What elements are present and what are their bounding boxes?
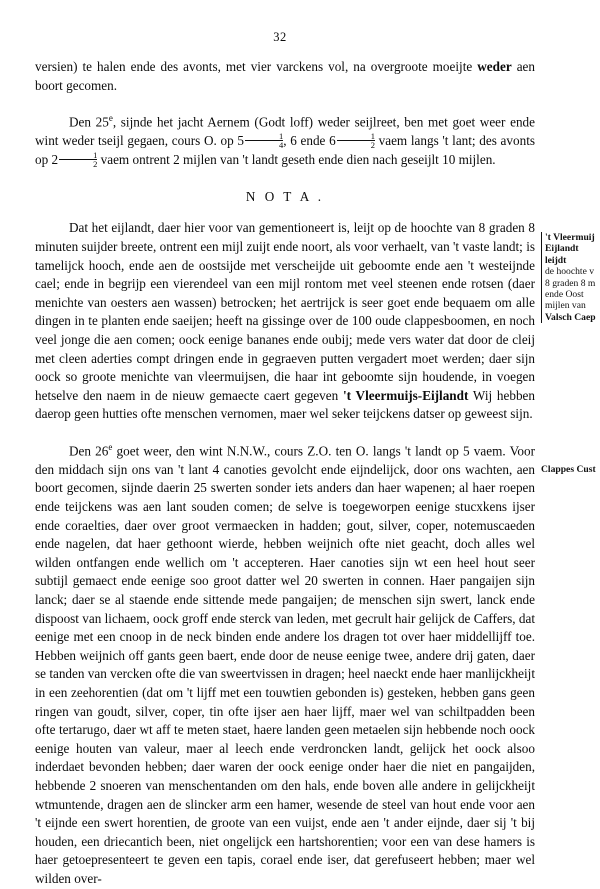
margin-note-line: Valsch Caep (545, 311, 596, 323)
margin-note-line: Eijlandt leijdt (545, 243, 579, 266)
fraction-one-half: $\frac{1}{2}$ (337, 132, 375, 149)
margin-note-line: 't Vleermuij (545, 232, 595, 243)
margin-note-line: mijlen van (545, 300, 586, 312)
page-number: 32 (273, 30, 287, 44)
margin-note-line: de hoochte v (545, 266, 595, 278)
body-text-column (35, 58, 535, 889)
emphasis-island-name: 't Vleermuijs-Eijlandt (342, 387, 469, 403)
paragraph-4: Den 26e goet weer, den wint N.N.W., cours Z.O. ten O. langs 't landt op 5 vaem. Voor den middach sijn ons van 't lant 4 canoties gevolcht ende eijndelijck, door ons wachten, aen boort gecomen, sijnde daerin 25 swerten sonder iets anders dan haer wapenen; al haer roepen ende teijckens was aen lant souden comen; de selve is toegeworpen eenige stucxkens ijser ende coraelties, daer over groot vermaecken in hadden; gout, silver, coper, notemuscaeden ende nagelen, dat haer gethoont wierde, hebben weijnich ofte niet geacht, doch alles wel wilden ontfangen ende wellich om 't accepteren. Haer canoties sijn wt een heel hout seer subtijl gemaect ende eenige soo groot datter wel 20 swerten in connen. Haer pangaijen sijn lanck; daer se al staende ende sittende mede pangaijen; de menschen sijn swert, lanck ende dispoost van lichaem, oock groff ende sterck van leden, met gecrult hair gelijck de Caffers, dat eenige met een cnoop in de neck binden ende andere los dragen tot over haer middellijff toe. Hebben weijnich off gants geen baert, ende door de neuse eenige twee, andere drij gaten, daer se tanden van vercken ofte die van sweertvissen in dragen; heel naeckt ende haer manlijckheijt in een zeehorentien (dat om 't lijff met een touwtien gebonden is) gesteken, hebben gans geen ringen van goudt, silver, coper, tin ofte ijser aen haer lijff, maer wel van schiltpadden been ofte tertarugo, daer wt aff te meten staet, haere landen geen metaelen sijn hebbende noch oock eenige houten van valeur, maer al leech ende verdroncken landt, gelijck het oock alsoo inderdaet bevonden hebben; daer waren der oock eenige onder haer die niet en pangaijden, hebbende 2 snoeren van menschentanden om den hals, ende boven alle andere in gelijckheijt wtmuntende, dragen aen de slincker arm een hamer, wesende de steel van hout ende voor aen 't eijnde een swert horentien, de groote van een vuijst, ende aen 't ander eijnde, daer sij 't bij houden, een driecantich been, niet ongelijck een hartshorentien; voor een van dese hamers is haer getoepresenteert te geven een tapis, corael ende iser, dat gerefuseert hebben; maer wel wilden over- (35, 441, 535, 886)
fraction-one-quarter: $\frac{1}{4}$ (245, 132, 283, 149)
margin-note-vleermuijs-eijlandt (541, 232, 600, 323)
superscript-e-2: e (108, 441, 113, 452)
margin-note-line: ende Oost (545, 289, 584, 301)
paragraph-3: Dat het eijlandt, daer hier voor van gementioneert is, leijt op de hoochte van 8 graden 8 minuten suijder breete, ontrent een mijl zuijt ende noort, als voor verhaelt, van 't vaste landt; is tamelijck hooch, ende aen de oostsijde met verscheijde uit geboomte ende aen 't westeijnde cael; ende in begrijp een vierendeel van een mijl rontom met veel steenen ende rotsen (daer menichte van oesters aen wassen) betrocken; het aertrijck is seer goet ende bequaem om alle dingen in te planten ende saeijen; heeft na gissinge over de 100 oude clappesboomen, en noch veel jonge die aen comen; oock eenige bananes ende oubij; mede vers water dat door de cleij met cleen aderties compt dringen ende in gegraeven putten vergadert moet werden; daer sijn oock so groote menichte van vleermuijsen, die haar int geboomte sijn houdende, in voegen hetselve den naem in de nieuw gemaecte caert gegeven 't Vleermuijs-Eijlandt Wij hebben daerop geen hutties ofte menschen vernomen, maer wel seker teijckens datser op geweest sijn. (35, 220, 535, 422)
paragraph-1: versien) te halen ende des avonts, met vier varckens vol, na overgroote moeijte weder aen boort gecomen. (35, 59, 535, 93)
section-heading: N O T A . (245, 189, 325, 205)
margin-note-line: Clappes Cust (541, 464, 596, 475)
fraction-one-half-2: $\frac{1}{2}$ (59, 151, 97, 168)
paragraph-2: Den 25e, sijnde het jacht Aernem (Godt loff) weder seijlreet, ben met goet weer ende wint weder tseijl gegaen, cours O. op 5 $\frac{1}{4}$ , 6 ende 6 $\frac{1}{2}$ vaem langs 't lant; des avonts op 2 $\frac{1}{2}$ vaem ontrent 2 mijlen van 't landt geseth ende dien nach geseijlt 10 mijlen. (35, 113, 535, 169)
emphasis-weder: weder (477, 59, 512, 74)
margin-note-line: 8 graden 8 m (545, 277, 596, 289)
margin-note-clappes-cust (541, 464, 600, 475)
superscript-e: e (108, 113, 113, 124)
